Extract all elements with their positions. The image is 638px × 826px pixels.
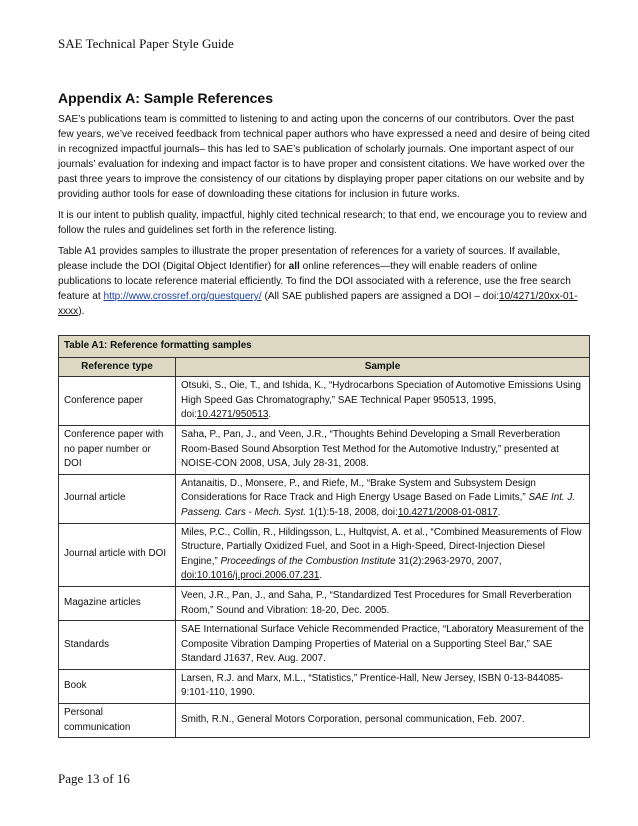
column-header-sample: Sample bbox=[176, 357, 590, 377]
sample-text: Antanaitis, D., Monsere, P., and Riefe, M., “Brake System and Subsystem Design Considerations for Race Track and High Energy Usage Based on Fade Limits,” bbox=[181, 477, 536, 504]
reference-type-cell: Standards bbox=[59, 621, 176, 670]
table-row bbox=[59, 586, 590, 620]
bold-all: all bbox=[288, 261, 300, 272]
journal-title: SAE Int. J. Passeng. Cars - Mech. Syst. bbox=[181, 492, 576, 518]
reference-type-cell: Conference paper with no paper number or DOI bbox=[59, 425, 176, 474]
page-footer: Page 13 of 16 bbox=[58, 771, 130, 786]
paragraph-doi bbox=[58, 244, 590, 319]
sample-text: . bbox=[268, 409, 272, 421]
page-content bbox=[58, 90, 590, 738]
sample-text: . bbox=[319, 570, 323, 582]
doi-link[interactable]: doi:10.1016/j.proci.2006.07.231 bbox=[181, 570, 320, 582]
sample-text: Otsuki, S., Oie, T., and Ishida, K., “Hydrocarbons Speciation of Automotive Emissions Using High Speed Gas Chromatography,” SAE Technical Paper 950513, 1995, doi: bbox=[181, 380, 581, 421]
sample-cell bbox=[176, 621, 590, 670]
column-header-type: Reference type bbox=[59, 357, 176, 377]
sample-cell bbox=[176, 377, 590, 426]
table-row bbox=[59, 474, 590, 523]
reference-type-cell: Book bbox=[59, 669, 176, 703]
page-header: SAE Technical Paper Style Guide bbox=[58, 36, 234, 51]
sample-cell bbox=[176, 704, 590, 738]
sample-text: 31(2):2963-2970, 2007, bbox=[395, 555, 502, 567]
reference-type-cell: Journal article with DOI bbox=[59, 523, 176, 586]
text: Table A1 provides samples to illustrate the proper presentation of references for a variety of sources. If available, please include the DOI (Digital Object Identifier) for bbox=[58, 246, 561, 272]
sample-text: Veen, J.R., Pan, J., and Saha, P., “Standardized Test Procedures for Small Reverberation Room,” Sound and Vibration: 18-20, Dec. 2005. bbox=[181, 589, 572, 616]
paragraph-intent: It is our intent to publish quality, impactful, highly cited technical research; to that end, we encourage you to review and follow the rules and guidelines set forth in the reference listing. bbox=[58, 210, 587, 236]
sample-text: Larsen, R.J. and Marx, M.L., “Statistics,” Prentice-Hall, New Jersey, ISBN 0-13-844085-9:101-110, 1990. bbox=[181, 672, 564, 699]
sample-text: Miles, P.C., Collin, R., Hildingsson, L., Hultqvist, A. et al., “Combined Measurements of Flow Structure, Partially Oxidized Fuel, and Soot in a High-Speed, Direct-Injection Diesel Engine,” bbox=[181, 526, 582, 567]
table-row bbox=[59, 621, 590, 670]
sample-text: SAE International Surface Vehicle Recommended Practice, “Laboratory Measurement of the Composite Vibration Damping Properties of Material on a Supporting Steel Bar,” SAE Standard J1637, Rev. Aug. 2007. bbox=[181, 624, 584, 665]
table-row bbox=[59, 704, 590, 738]
table-row bbox=[59, 425, 590, 474]
doi-example: 10/4271/20xx-01-xxxx bbox=[58, 291, 578, 317]
text: (All SAE published papers are assigned a DOI – doi: bbox=[261, 291, 499, 302]
reference-type-cell: Conference paper bbox=[59, 377, 176, 426]
doi-link[interactable]: 10.4271/2008-01-0817 bbox=[397, 506, 498, 518]
crossref-link[interactable]: http://www.crossref.org/guestquery/ bbox=[103, 291, 262, 302]
sample-cell bbox=[176, 586, 590, 620]
sample-text: . bbox=[497, 506, 501, 518]
sample-cell bbox=[176, 474, 590, 523]
reference-type-cell: Personal communication bbox=[59, 704, 176, 738]
text: online references—they will enable readers of online publications to locate reference material efficiently. To find the DOI associated with a reference, use the free search feature at bbox=[58, 261, 571, 302]
table-row bbox=[59, 669, 590, 703]
table-row bbox=[59, 377, 590, 426]
reference-type-cell: Magazine articles bbox=[59, 586, 176, 620]
table-caption: Table A1: Reference formatting samples bbox=[59, 336, 590, 358]
section-heading: Appendix A: Sample References bbox=[58, 90, 273, 106]
text: ). bbox=[78, 306, 85, 317]
sample-cell bbox=[176, 669, 590, 703]
references-table bbox=[58, 335, 590, 738]
sample-cell bbox=[176, 425, 590, 474]
sample-cell bbox=[176, 523, 590, 586]
sample-text: Saha, P., Pan, J., and Veen, J.R., “Thoughts Behind Developing a Small Reverberation Room-Based Sound Absorption Test Method for the Automotive Industry,” presented at NOISE-CON 2008, USA, July 28-31, 2008. bbox=[181, 428, 561, 470]
journal-title: Proceedings of the Combustion Institute bbox=[220, 555, 396, 567]
sample-text: 1(1):5-18, 2008, doi: bbox=[306, 506, 398, 518]
doi-link[interactable]: 10.4271/950513 bbox=[196, 409, 269, 421]
reference-type-cell: Journal article bbox=[59, 474, 176, 523]
sample-text: Smith, R.N., General Motors Corporation, personal communication, Feb. 2007. bbox=[181, 714, 525, 726]
table-row bbox=[59, 523, 590, 586]
paragraph-intro: SAE’s publications team is committed to listening to and acting upon the concerns of our contributors. Over the past few years, we’ve received feedback from technical paper authors who have expressed a need and desire of being cited in recognized impactful journals– this has led to SAE’s publication of scholarly journals. One important aspect of our journals’ evaluation for indexing and impact factor is to have proper and consistent citations. We have worked over the past three years to improve the consistency of our citations by displaying proper paper citations on our website and by providing author tools for ease of downloading these citations for inclusion in future works. bbox=[58, 114, 590, 200]
